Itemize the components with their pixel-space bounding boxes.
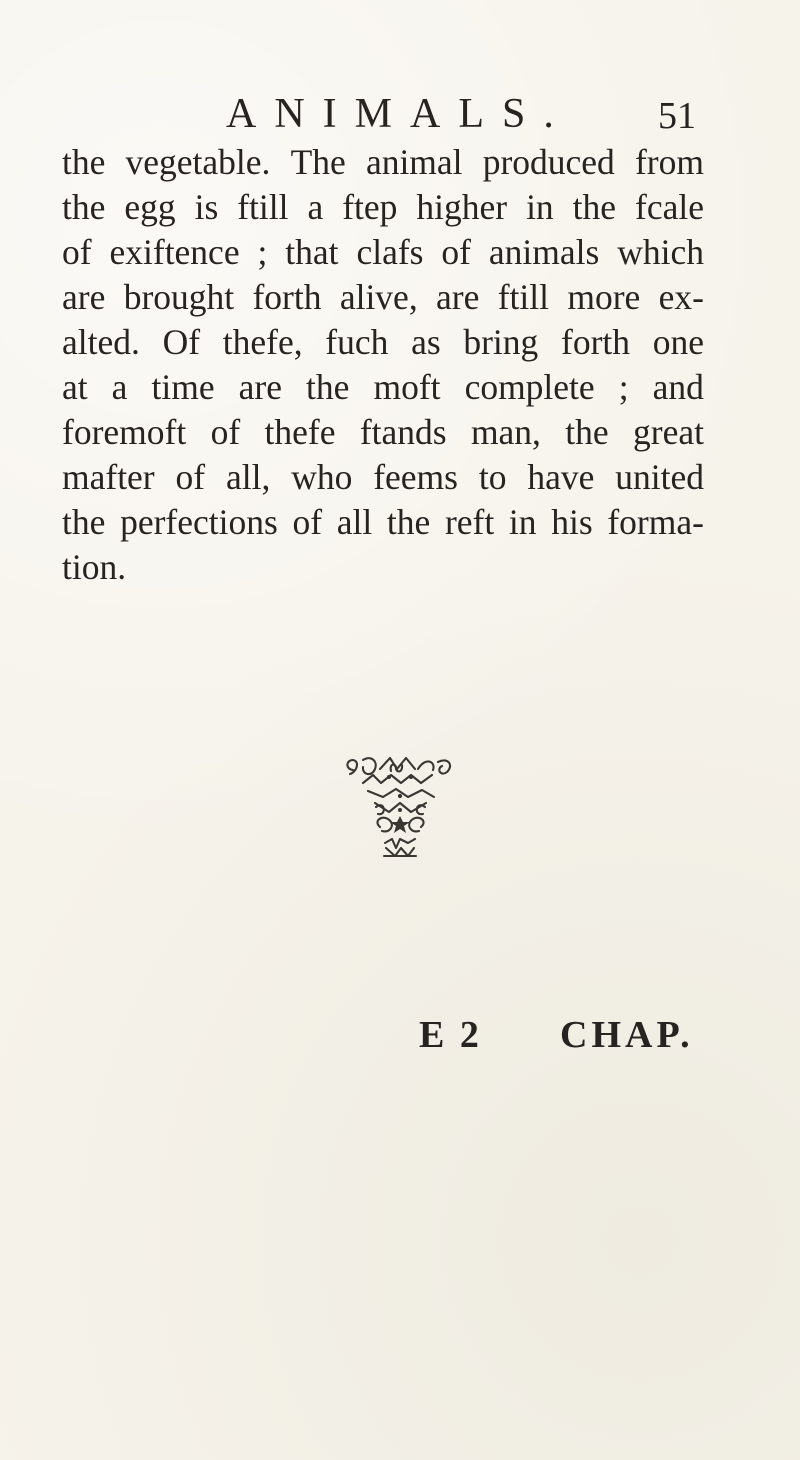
word: the <box>62 142 106 182</box>
page-number: 51 <box>658 95 696 137</box>
word: forth <box>252 277 322 317</box>
word: man, <box>470 412 541 452</box>
word: animals <box>488 232 600 272</box>
word: in <box>526 187 554 227</box>
word: ; <box>618 367 629 407</box>
text-line <box>62 275 704 320</box>
word: from <box>634 142 704 182</box>
word: all, <box>225 457 271 497</box>
word: and <box>652 367 704 407</box>
word: brought <box>123 277 235 317</box>
word: to <box>478 457 507 497</box>
word: time <box>151 367 215 407</box>
word: of <box>175 457 206 497</box>
word: fuch <box>325 322 389 362</box>
word: united <box>615 457 704 497</box>
word: higher <box>416 187 508 227</box>
word: ; <box>257 232 268 272</box>
word: a <box>111 367 128 407</box>
word: Of <box>162 322 201 362</box>
word: the <box>62 187 106 227</box>
word: are <box>238 367 282 407</box>
word: ftep <box>342 187 398 227</box>
word: ftill <box>237 187 289 227</box>
word: ftands <box>359 412 447 452</box>
word: reft <box>444 502 495 542</box>
text-line <box>62 500 704 545</box>
word: of <box>292 502 323 542</box>
text-line <box>62 185 704 230</box>
running-title: ANIMALS. <box>226 91 572 137</box>
word: foremoft <box>62 412 187 452</box>
word: in <box>508 502 537 542</box>
word: a <box>307 187 324 227</box>
word: forma- <box>607 502 704 542</box>
word: have <box>527 457 595 497</box>
word: tion. <box>62 547 127 587</box>
body-text <box>62 140 704 590</box>
text-line <box>62 320 704 365</box>
text-line <box>62 410 704 455</box>
text-line <box>62 545 704 590</box>
word: thefe <box>264 412 336 452</box>
word: great <box>633 412 704 452</box>
word: exiftence <box>109 232 240 272</box>
word: ex- <box>658 277 704 317</box>
word: who <box>291 457 353 497</box>
word: the <box>306 367 350 407</box>
word: animal <box>365 142 463 182</box>
word: his <box>551 502 593 542</box>
text-line <box>62 365 704 410</box>
text-line <box>62 230 704 275</box>
word: egg <box>124 187 176 227</box>
signature-mark: E 2 <box>419 1014 482 1056</box>
page-header <box>226 92 696 136</box>
printer-ornament-icon <box>342 752 458 868</box>
word: mafter <box>62 457 155 497</box>
word: The <box>290 142 346 182</box>
word: forth <box>561 322 631 362</box>
word: of <box>441 232 471 272</box>
text-line <box>62 455 704 500</box>
word: perfections <box>120 502 278 542</box>
word: alted. <box>62 322 140 362</box>
word: that <box>285 232 339 272</box>
word: produced <box>482 142 615 182</box>
word: vegetable. <box>125 142 271 182</box>
word: as <box>411 322 441 362</box>
catchword: CHAP. <box>560 1014 694 1056</box>
word: ftill <box>497 277 550 317</box>
word: feems <box>373 457 458 497</box>
word: bring <box>463 322 539 362</box>
word: is <box>194 187 219 227</box>
word: thefe, <box>222 322 303 362</box>
word: at <box>62 367 88 407</box>
page-footer <box>0 1010 800 1060</box>
word: of <box>62 232 92 272</box>
word: complete <box>464 367 595 407</box>
word: of <box>210 412 241 452</box>
word: are <box>436 277 480 317</box>
word: which <box>617 232 704 272</box>
text-line <box>62 140 704 185</box>
word: the <box>565 412 609 452</box>
word: alive, <box>339 277 418 317</box>
word: the <box>572 187 617 227</box>
word: fcale <box>635 187 704 227</box>
word: one <box>652 322 704 362</box>
word: all <box>336 502 373 542</box>
word: clafs <box>356 232 424 272</box>
word: the <box>62 502 106 542</box>
word: more <box>567 277 641 317</box>
word: moft <box>373 367 441 407</box>
word: the <box>386 502 431 542</box>
word: are <box>62 277 106 317</box>
